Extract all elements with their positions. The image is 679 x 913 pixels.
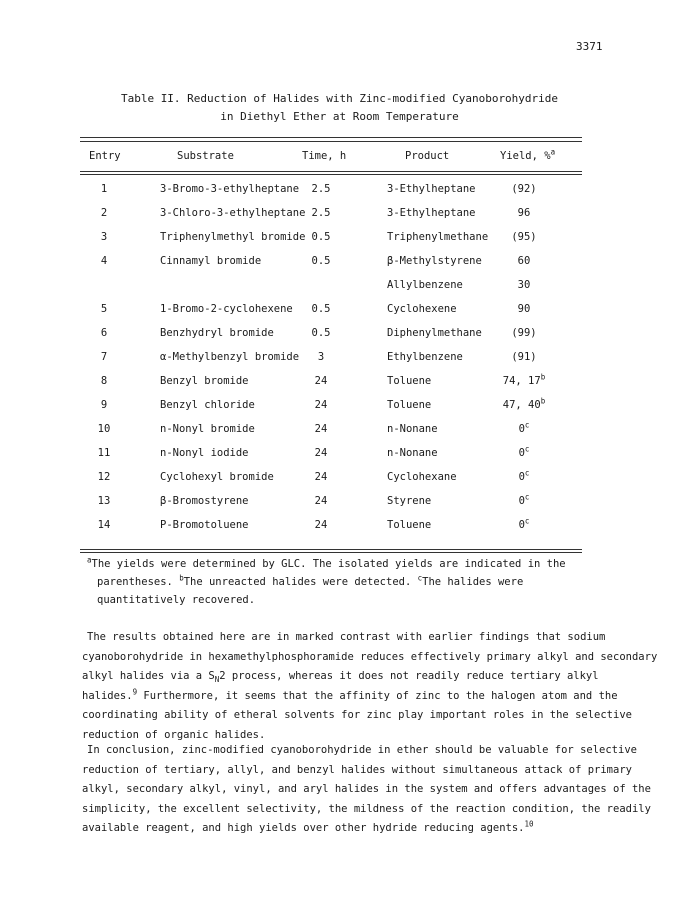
table-caption-line2: in Diethyl Ether at Room Temperature	[220, 110, 459, 123]
table-caption-line1: Table II. Reduction of Halides with Zinc-modified Cyanoborohydride	[120, 92, 559, 105]
time-cell: 0.5	[311, 231, 331, 243]
entry-cell: 11	[97, 447, 111, 459]
paragraph-line: reduction of tertiary, allyl, and benzyl halides without simultaneous attack of primary	[82, 763, 632, 776]
product-cell: 3-Ethylheptane	[387, 183, 476, 195]
paragraph-line: reduction of organic halides.	[82, 728, 266, 741]
time-cell: 2.5	[311, 183, 331, 195]
yield-value: (95)	[511, 231, 537, 243]
product-cell: Toluene	[387, 399, 432, 411]
paragraph-line	[82, 667, 612, 687]
yield-cell	[496, 396, 552, 411]
substrate-cell: Cyclohexyl bromide	[160, 471, 274, 483]
yield-value: 90	[517, 303, 531, 315]
table-footnotes	[87, 555, 577, 609]
entry-cell: 5	[100, 303, 108, 315]
substrate-cell: n-Nonyl iodide	[160, 447, 249, 459]
footnote-a-text: The yields were determined by GLC. The isolated yields are indicated in the	[91, 558, 566, 570]
substrate-cell: Benzyl bromide	[160, 375, 249, 387]
yield-value: 0	[518, 423, 525, 435]
entry-cell: 4	[100, 255, 108, 267]
table-bottom-rule-double	[80, 552, 582, 553]
header-product: Product	[405, 150, 450, 162]
yield-footnote-mark: b	[540, 396, 546, 406]
yield-value: 0	[518, 495, 525, 507]
yield-footnote-mark: c	[524, 516, 530, 526]
yield-cell	[496, 207, 552, 219]
yield-cell	[496, 183, 552, 195]
paragraph-line: alkyl, secondary alkyl, vinyl, and aryl halides in the system and offers advantages of the	[82, 783, 651, 795]
entry-cell: 3	[100, 231, 108, 243]
time-cell: 24	[314, 423, 328, 435]
entry-cell: 9	[100, 399, 108, 411]
footnote-b-mark: b	[179, 573, 184, 583]
entry-cell: 10	[97, 423, 111, 435]
substrate-cell: 1-Bromo-2-cyclohexene	[160, 303, 293, 315]
subscript-n: N	[214, 675, 220, 685]
substrate-cell: P-Bromotoluene	[160, 519, 249, 531]
paragraph-text: available reagent, and high yields over other hydride reducing agents.	[82, 822, 525, 834]
time-cell: 24	[314, 495, 328, 507]
time-cell: 24	[314, 447, 328, 459]
yield-value: 30	[517, 279, 531, 291]
header-yield	[500, 147, 556, 162]
yield-cell	[496, 255, 552, 267]
substrate-cell: 3-Bromo-3-ethylheptane	[160, 183, 300, 195]
entry-cell: 7	[100, 351, 108, 363]
substrate-cell: Triphenylmethyl bromide	[160, 231, 306, 243]
entry-cell: 12	[97, 471, 111, 483]
yield-value: 96	[517, 207, 531, 219]
yield-value: 60	[517, 255, 531, 267]
yield-value: 0	[518, 447, 525, 459]
yield-footnote-mark: c	[524, 492, 530, 502]
time-cell: 0.5	[311, 255, 331, 267]
product-cell: Ethylbenzene	[387, 351, 463, 363]
yield-cell	[496, 420, 552, 435]
entry-cell: 8	[100, 375, 108, 387]
product-cell: n-Nonane	[387, 447, 438, 459]
paragraph-text: alkyl halides via a S	[82, 670, 215, 682]
yield-footnote-mark: b	[540, 372, 546, 382]
body-paragraph-1	[82, 628, 658, 745]
time-cell: 24	[314, 399, 328, 411]
yield-cell	[496, 444, 552, 459]
product-cell: Toluene	[387, 375, 432, 387]
yield-value: 47, 40	[502, 399, 541, 411]
footnote-line-1	[87, 555, 577, 573]
product-cell: β-Methylstyrene	[387, 255, 482, 267]
paragraph-line	[82, 687, 618, 707]
header-yield-label: Yield, %	[500, 150, 551, 162]
yield-cell	[496, 231, 552, 243]
paragraph-line: The results obtained here are in marked contrast with earlier findings that sodium	[87, 631, 606, 643]
paragraph-line: cyanoborohydride in hexamethylphosphoramide reduces effectively primary alkyl and secondary	[82, 650, 658, 663]
footnote-c-text-cont: quantitatively recovered.	[97, 594, 256, 606]
header-yield-footnote-mark: a	[550, 147, 556, 157]
header-entry: Entry	[89, 150, 121, 162]
page-number: 3371	[576, 40, 603, 53]
entry-cell: 13	[97, 495, 111, 507]
entry-cell: 1	[100, 183, 108, 195]
time-cell: 0.5	[311, 327, 331, 339]
footnote-a-mark: a	[87, 555, 92, 565]
yield-value: (91)	[511, 351, 537, 363]
yield-footnote-mark: c	[524, 444, 530, 454]
substrate-cell: 3-Chloro-3-ethylheptane	[160, 207, 306, 219]
entry-cell: 2	[100, 207, 108, 219]
paragraph-line: In conclusion, zinc-modified cyanoborohydride in ether should be valuable for selective	[87, 744, 637, 756]
footnote-line-3	[87, 591, 577, 609]
time-cell: 24	[314, 375, 328, 387]
substrate-cell: Benzyl chloride	[160, 399, 255, 411]
table-top-rule-double	[80, 141, 582, 142]
footnote-c-text: The halides were	[422, 576, 524, 588]
yield-footnote-mark: c	[524, 468, 530, 478]
substrate-cell: Benzhydryl bromide	[160, 327, 274, 339]
footnote-a-text-cont: parentheses.	[97, 576, 180, 588]
yield-cell	[496, 372, 552, 387]
substrate-cell: β-Bromostyrene	[160, 495, 249, 507]
footnote-b-text: The unreacted halides were detected.	[183, 576, 418, 588]
paragraph-text: Furthermore, it seems that the affinity of zinc to the halogen atom and the	[137, 689, 618, 702]
yield-cell	[496, 351, 552, 363]
yield-value: (92)	[511, 183, 537, 195]
reference-9: 9	[132, 687, 138, 696]
yield-value: (99)	[511, 327, 537, 339]
product-cell: Cyclohexane	[387, 471, 457, 483]
yield-cell	[496, 279, 552, 291]
product-cell: Triphenylmethane	[387, 231, 489, 243]
time-cell: 24	[314, 519, 328, 531]
header-substrate: Substrate	[177, 150, 234, 162]
paragraph-line	[82, 819, 612, 839]
substrate-cell: n-Nonyl bromide	[160, 423, 255, 435]
product-cell: 3-Ethylheptane	[387, 207, 476, 219]
header-time: Time, h	[302, 150, 347, 162]
yield-cell	[496, 303, 552, 315]
product-cell: Cyclohexene	[387, 303, 457, 315]
footnote-line-2	[87, 573, 577, 591]
header-bottom-rule-double	[80, 174, 582, 175]
substrate-cell: Cinnamyl bromide	[160, 255, 262, 267]
product-cell: Allylbenzene	[387, 279, 463, 291]
time-cell: 24	[314, 471, 328, 483]
reference-10: 10	[524, 819, 534, 829]
yield-value: 0	[518, 471, 525, 483]
entry-cell: 14	[97, 519, 111, 531]
footnote-c-mark: c	[417, 573, 423, 583]
time-cell: 3	[317, 351, 325, 363]
table-bottom-rule	[80, 549, 582, 550]
yield-cell	[496, 327, 552, 339]
table-top-rule	[80, 137, 582, 138]
product-cell: Diphenylmethane	[387, 327, 482, 339]
yield-footnote-mark: c	[524, 420, 530, 430]
product-cell: Styrene	[387, 495, 432, 507]
yield-cell	[496, 492, 552, 507]
product-cell: n-Nonane	[387, 423, 438, 435]
yield-cell	[496, 516, 552, 531]
time-cell: 2.5	[311, 207, 331, 219]
paragraph-line: simplicity, the excellent selectivity, the mildness of the reaction condition, the readily	[82, 802, 651, 815]
paragraph-text: halides.	[82, 689, 133, 702]
header-bottom-rule	[80, 171, 582, 172]
paragraph-text: 2 process, whereas it does not readily reduce tertiary alkyl	[219, 670, 599, 682]
paragraph-line: coordinating ability of etheral solvents for zinc play important roles in the selective	[82, 709, 632, 721]
yield-value: 74, 17	[502, 375, 541, 387]
yield-value: 0	[518, 519, 525, 531]
product-cell: Toluene	[387, 519, 432, 531]
time-cell: 0.5	[311, 303, 331, 315]
body-paragraph-2	[82, 741, 651, 839]
substrate-cell: α-Methylbenzyl bromide	[160, 351, 300, 363]
yield-cell	[496, 468, 552, 483]
entry-cell: 6	[100, 327, 108, 339]
